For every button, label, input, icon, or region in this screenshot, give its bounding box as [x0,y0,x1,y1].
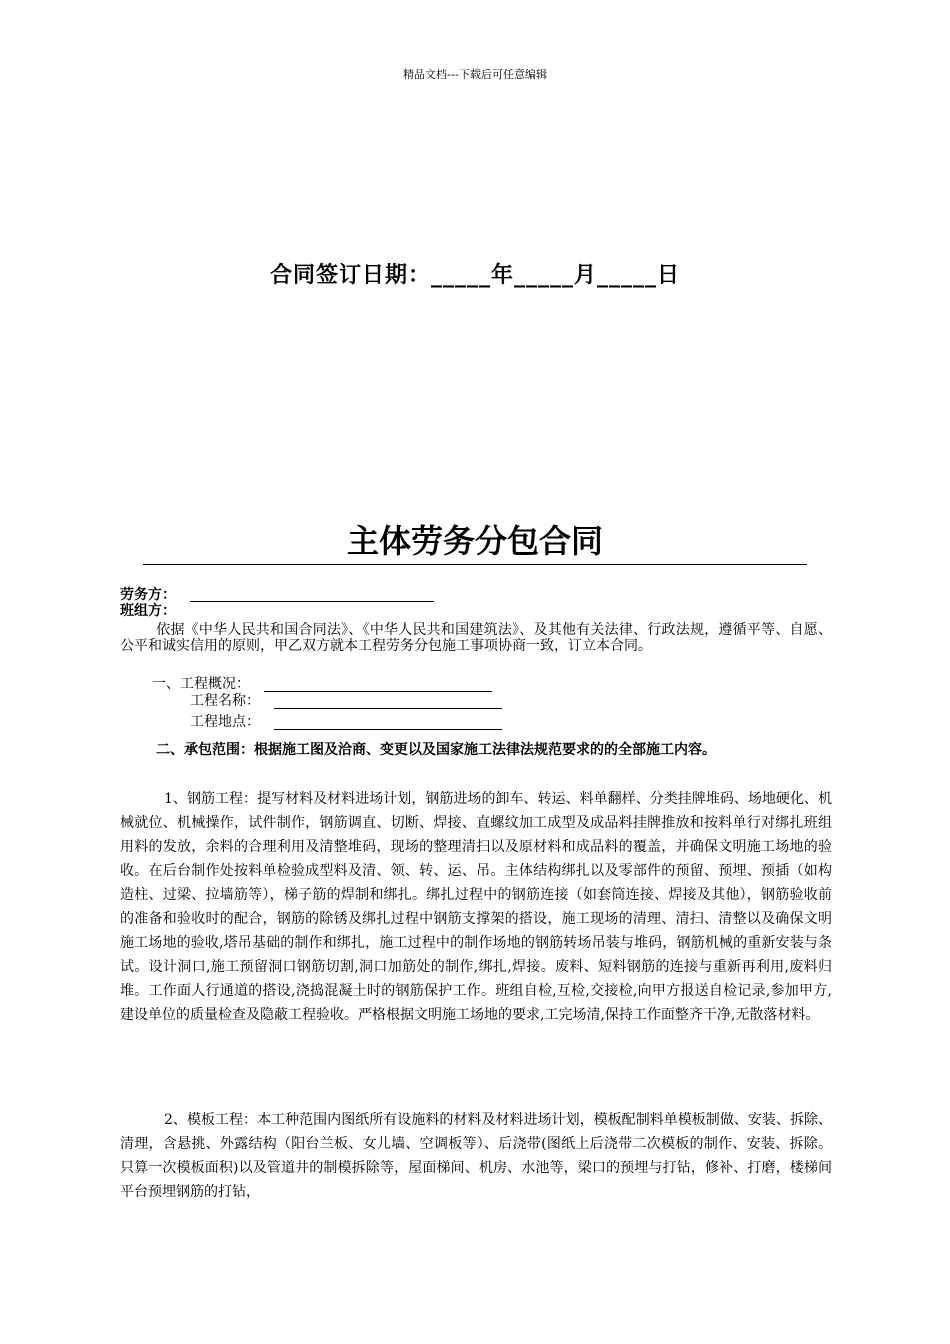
title-block [143,518,807,565]
rebar-work-text: 1、钢筋工程：提写材料及材料进场计划，钢筋进场的卸车、转运、料单翻样、分类挂牌堆码、场地硬化、机械就位、机械操作，试件制作，钢筋调直、切断、焊接、直螺纹加工成型及成品料挂牌推放和按料单行对绑扎班组用料的发放，余料的合理利用及清整堆码，现场的整理清扫以及原材料和成品料的覆盖，并确保文明施工场地的验收。在后台制作处按料单检验成型料及清、领、转、运、吊。主体结构绑扎以及零部件的预留、预埋、预插（如构造柱、过梁、拉墙筋等），梯子筋的焊制和绑扎。绑扎过程中的钢筋连接（如套筒连接、焊接及其他），钢筋验收前的准备和验收时的配合，钢筋的除锈及绑扎过程中钢筋支撑架的搭设，施工现场的清理、清扫、清整以及确保文明施工场地的验收,塔吊基础的制作和绑扎，施工过程中的制作场地的钢筋转场吊装与堆码，钢筋机械的重新安装与条试。设计洞口,施工预留洞口钢筋切割,洞口加筋处的制作,绑扎,焊接。废料、短料钢筋的连接与重新再利用,废料归堆。工作面人行通道的搭设,浇捣混凝土时的钢筋保护工作。班组自检,互检,交接检,向甲方报送自检记录,参加甲方,建设单位的质量检查及隐蔽工程验收。严格根据文明施工场地的要求,工完场清,保持工作面整齐干净,无散落材料。 [120,791,832,1023]
project-name-blank[interactable] [274,696,502,709]
formwork-text: 2、模板工程：本工种范围内图纸所有设施料的材料及材料进场计划，模板配制料单模板制做、安装、拆除、清理，含悬挑、外露结构（阳台兰板、女儿墙、空调板等）、后浇带(图纸上后浇带二次模板的制作、安装、拆除。只算一次模板面积)以及管道井的制模拆除等，屋面梯间、机房、水池等，梁口的预埋与打钻，修补、打磨，楼梯间平台预埋钢筋的打钻， [120,1112,832,1200]
labor-party-label: 劳务方： [120,587,176,603]
labor-party-blank[interactable] [190,589,434,602]
project-location-blank[interactable] [274,717,502,730]
intro-text: 依据《中华人民共和国合同法》、《中华人民共和国建筑法》、及其他有关法律、行政法规，遵循平等、自愿、公平和诚实信用的原则，甲乙双方就本工程劳务分包施工事项协商一致，订立本合同。 [120,622,832,654]
project-location-label: 工程地点： [190,714,260,730]
overview-blank[interactable] [264,679,492,692]
team-party-label: 班组方： [120,603,176,619]
project-name-row [190,693,502,709]
rebar-work-paragraph [120,787,832,1027]
scope-text: 二、承包范围：根据施工图及洽商、变更以及国家施工法律法规范要求的的全部施工内容。 [156,742,716,758]
overview-heading-row [152,676,492,692]
overview-heading: 一、工程概况： [152,676,250,692]
team-party-row [120,604,176,618]
labor-party-row [120,588,434,602]
contract-title: 主体劳务分包合同 [346,522,603,560]
intro-paragraph [120,622,832,654]
project-name-label: 工程名称： [190,693,260,709]
project-location-row [190,714,502,730]
header-note: 精品文档---下载后可任意编辑 [403,68,547,81]
scope-heading [120,738,832,762]
formwork-paragraph [120,1108,832,1204]
sign-date-line: 合同签订日期：_____年_____月_____日 [269,263,680,288]
